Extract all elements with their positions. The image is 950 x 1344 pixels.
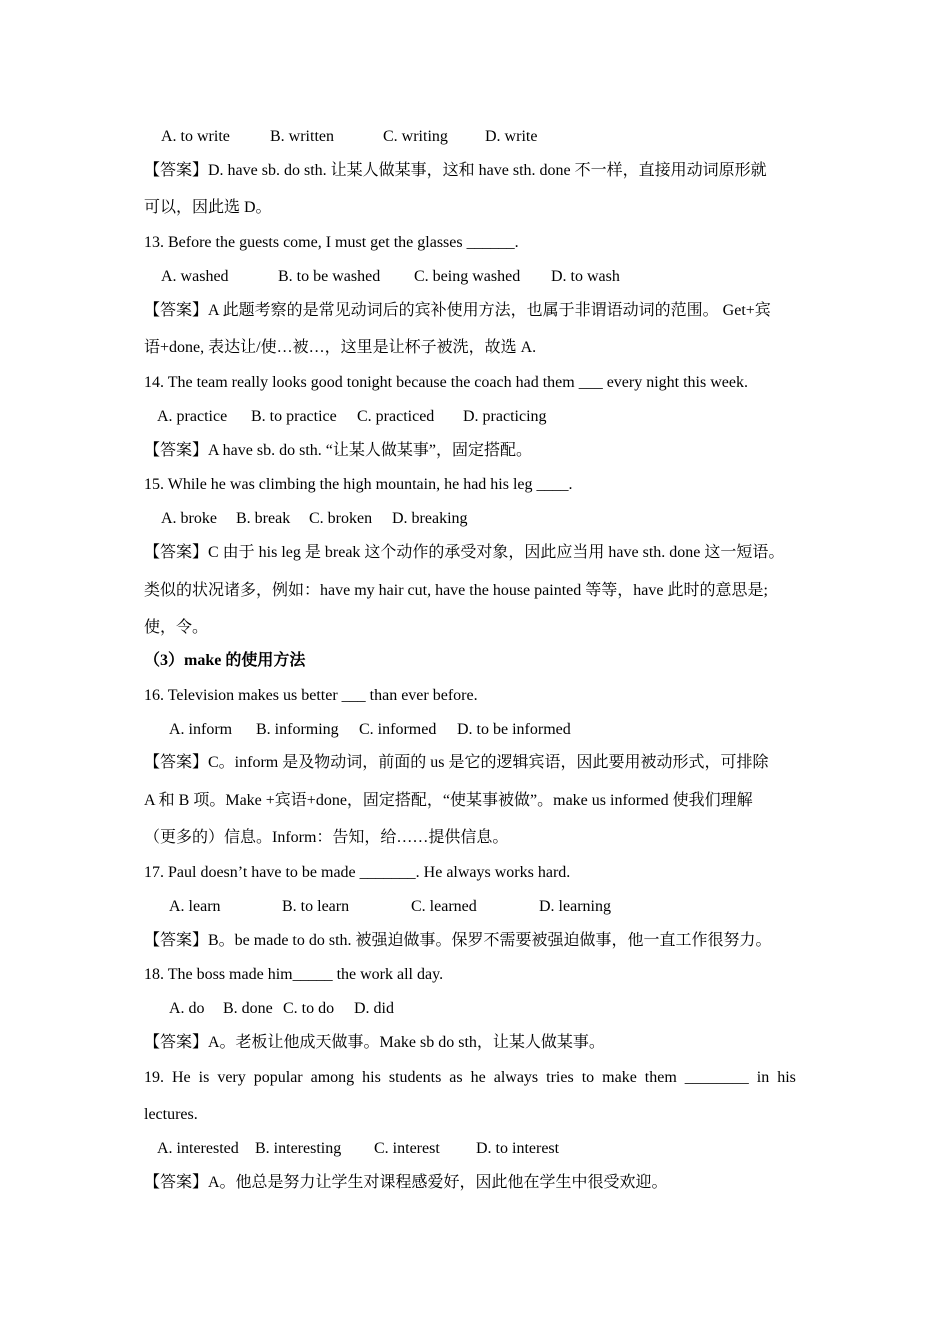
q15-answer-line-1: 【答案】C 由于 his leg 是 break 这个动作的承受对象，因此应当用 have sth. done 这一短语。 (144, 544, 785, 561)
q18-question: 18. The boss made him_____ the work all day. (144, 966, 444, 983)
option-c: C. informed (359, 721, 437, 738)
q17-question: 17. Paul doesn’t have to be made _______. He always works hard. (144, 864, 571, 881)
q12-answer-line-2: 可以，因此选 D。 (144, 199, 272, 216)
q13-answer-line-1: 【答案】A 此题考察的是常见动词后的宾补使用方法，也属于非谓语动词的范围。 Get+宾 (144, 302, 771, 319)
option-b: B. to practice (251, 408, 337, 425)
option-a: A. do (169, 1000, 205, 1017)
q16-answer-line-1: 【答案】C。inform 是及物动词，前面的 us 是它的逻辑宾语，因此要用被动形式，可排除 (144, 754, 769, 771)
option-c: C. writing (383, 128, 448, 145)
option-d: D. to be informed (457, 721, 571, 738)
option-b: B. done (223, 1000, 273, 1017)
option-b: B. to learn (282, 898, 350, 915)
option-d: D. learning (539, 898, 611, 915)
q15-answer-line-2: 类似的状况诸多，例如：have my hair cut, have the house painted 等等，have 此时的意思是; (144, 582, 768, 599)
option-a: A. washed (161, 268, 229, 285)
q14-answer-line-1: 【答案】A have sb. do sth. “让某人做某事”，固定搭配。 (144, 442, 532, 459)
q16-question: 16. Television makes us better ___ than ever before. (144, 687, 478, 704)
q12-answer-line-1: 【答案】D. have sb. do sth. 让某人做某事，这和 have sth. done 不一样，直接用动词原形就 (144, 162, 767, 179)
q15-question: 15. While he was climbing the high mountain, he had his leg ____. (144, 476, 573, 493)
option-d: D. breaking (392, 510, 468, 527)
q13-question: 13. Before the guests come, I must get the glasses ______. (144, 234, 519, 251)
q18-answer-line-1: 【答案】A。老板让他成天做事。Make sb do sth，让某人做某事。 (144, 1034, 605, 1051)
option-d: D. did (354, 1000, 394, 1017)
q15-answer-line-3: 使，令。 (144, 619, 209, 636)
option-d: D. practicing (463, 408, 547, 425)
option-b: B. to be washed (278, 268, 381, 285)
option-c: C. being washed (414, 268, 521, 285)
q16-answer-line-2: A 和 B 项。Make +宾语+done，固定搭配，“使某事被做”。make us informed 使我们理解 (144, 792, 753, 809)
option-b: B. written (270, 128, 334, 145)
q19-question-line-2: lectures. (144, 1106, 198, 1123)
q16-answer-line-3: （更多的）信息。Inform：告知，给……提供信息。 (144, 829, 509, 846)
option-c: C. learned (411, 898, 477, 915)
section-heading: （3）make 的使用方法 (144, 652, 306, 669)
q19-answer-line-1: 【答案】A。他总是努力让学生对课程感爱好，因此他在学生中很受欢迎。 (144, 1174, 668, 1191)
option-a: A. learn (169, 898, 221, 915)
option-c: C. to do (283, 1000, 335, 1017)
option-c: C. broken (309, 510, 373, 527)
q17-answer-line-1: 【答案】B。be made to do sth. 被强迫做事。保罗不需要被强迫做事，他一直工作很努力。 (144, 932, 772, 949)
option-d: D. to wash (551, 268, 620, 285)
q13-answer-line-2: 语+done, 表达让/使…被…，这里是让杯子被洗，故选 A. (144, 339, 537, 356)
q14-question: 14. The team really looks good tonight because the coach had them ___ every night this week. (144, 374, 748, 391)
option-a: A. practice (157, 408, 228, 425)
option-a: A. interested (157, 1140, 239, 1157)
q19-question-line-1: 19. He is very popular among his students as he always tries to make them ________ in his (144, 1069, 796, 1086)
option-a: A. broke (161, 510, 217, 527)
option-b: B. break (236, 510, 291, 527)
option-d: D. to interest (476, 1140, 560, 1157)
option-b: B. informing (256, 721, 339, 738)
option-d: D. write (485, 128, 538, 145)
option-a: A. to write (161, 128, 230, 145)
option-a: A. inform (169, 721, 233, 738)
option-b: B. interesting (255, 1140, 342, 1157)
option-c: C. practiced (357, 408, 435, 425)
option-c: C. interest (374, 1140, 440, 1157)
